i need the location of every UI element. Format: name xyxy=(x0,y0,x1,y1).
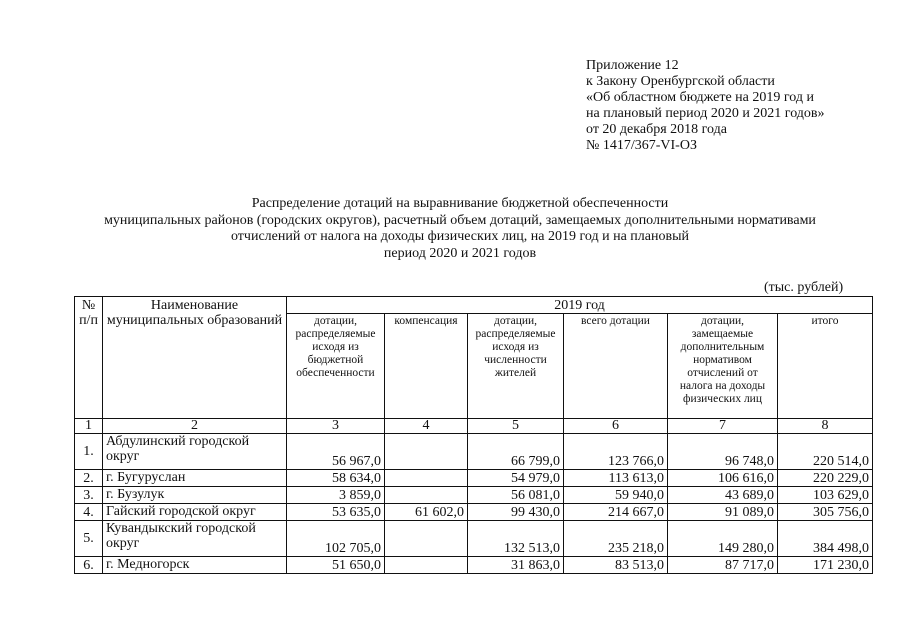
column-number: 1 xyxy=(75,419,103,434)
table-row xyxy=(75,504,873,521)
header-col4: компенсация xyxy=(385,314,468,419)
municipality-name: Гайский городской округ xyxy=(103,504,287,521)
municipality-name: Кувандыкский городской округ xyxy=(103,521,287,557)
title-line: период 2020 и 2021 годов xyxy=(383,245,537,261)
cell-col4 xyxy=(385,470,468,487)
cell-col3: 51 650,0 xyxy=(287,557,385,574)
municipality-name: г. Бузулук xyxy=(103,487,287,504)
table-row xyxy=(75,557,873,574)
cell-col4: 61 602,0 xyxy=(385,504,468,521)
cell-col6: 59 940,0 xyxy=(564,487,668,504)
header-col5: дотации, распределяемые исходя из численности жителей xyxy=(468,314,564,419)
table-row xyxy=(75,487,873,504)
cell-col8: 305 756,0 xyxy=(778,504,873,521)
header-col8: итого xyxy=(778,314,873,419)
cell-col5: 56 081,0 xyxy=(468,487,564,504)
appendix-line: к Закону Оренбургской области xyxy=(586,74,775,89)
row-number: 4. xyxy=(75,504,103,521)
table-row xyxy=(75,521,873,557)
column-number: 4 xyxy=(385,419,468,434)
cell-col8: 384 498,0 xyxy=(778,521,873,557)
appendix-line: № 1417/367-VI-ОЗ xyxy=(586,138,697,153)
column-number-row xyxy=(75,419,873,434)
title-line: муниципальных районов (городских округов), расчетный объем дотаций, замещаемых дополнительными нормативами xyxy=(104,212,816,228)
header-year: 2019 год xyxy=(287,297,873,314)
cell-col7: 96 748,0 xyxy=(668,434,778,470)
column-number: 3 xyxy=(287,419,385,434)
municipality-name: г. Медногорск xyxy=(103,557,287,574)
row-number: 5. xyxy=(75,521,103,557)
cell-col6: 123 766,0 xyxy=(564,434,668,470)
column-number: 6 xyxy=(564,419,668,434)
appendix-line: «Об областном бюджете на 2019 год и xyxy=(586,90,814,105)
row-number: 1. xyxy=(75,434,103,470)
appendix-reference xyxy=(586,58,825,154)
cell-col3: 102 705,0 xyxy=(287,521,385,557)
cell-col7: 149 280,0 xyxy=(668,521,778,557)
cell-col8: 103 629,0 xyxy=(778,487,873,504)
column-number: 2 xyxy=(103,419,287,434)
document-title xyxy=(40,196,880,262)
title-line: отчислений от налога на доходы физических лиц, на 2019 год и на плановый xyxy=(230,229,689,244)
cell-col8: 171 230,0 xyxy=(778,557,873,574)
cell-col5: 54 979,0 xyxy=(468,470,564,487)
column-number: 8 xyxy=(778,419,873,434)
appendix-line: от 20 декабря 2018 года xyxy=(586,122,727,137)
cell-col3: 56 967,0 xyxy=(287,434,385,470)
cell-col7: 43 689,0 xyxy=(668,487,778,504)
cell-col5: 31 863,0 xyxy=(468,557,564,574)
cell-col6: 214 667,0 xyxy=(564,504,668,521)
units-label: (тыс. рублей) xyxy=(764,280,844,295)
cell-col6: 113 613,0 xyxy=(564,470,668,487)
column-number: 5 xyxy=(468,419,564,434)
header-col6: всего дотации xyxy=(564,314,668,419)
cell-col4 xyxy=(385,434,468,470)
row-number: 6. xyxy=(75,557,103,574)
header-col7: дотации, замещаемые дополнительным нормативом отчислений от налога на доходы физических лиц xyxy=(668,314,778,419)
table-row xyxy=(75,434,873,470)
cell-col4 xyxy=(385,557,468,574)
column-number: 7 xyxy=(668,419,778,434)
cell-col8: 220 229,0 xyxy=(778,470,873,487)
cell-col7: 87 717,0 xyxy=(668,557,778,574)
header-municipality: Наименование муниципальных образований xyxy=(103,297,287,419)
appendix-line: Приложение 12 xyxy=(586,58,679,73)
subsidies-table xyxy=(74,296,873,574)
municipality-name: г. Бугуруслан xyxy=(103,470,287,487)
cell-col3: 53 635,0 xyxy=(287,504,385,521)
cell-col7: 91 089,0 xyxy=(668,504,778,521)
cell-col8: 220 514,0 xyxy=(778,434,873,470)
row-number: 3. xyxy=(75,487,103,504)
cell-col5: 132 513,0 xyxy=(468,521,564,557)
municipality-name: Абдулинский городской округ xyxy=(103,434,287,470)
cell-col5: 66 799,0 xyxy=(468,434,564,470)
cell-col6: 235 218,0 xyxy=(564,521,668,557)
header-col3: дотации, распределяемые исходя из бюджетной обеспеченности xyxy=(287,314,385,419)
cell-col7: 106 616,0 xyxy=(668,470,778,487)
cell-col3: 58 634,0 xyxy=(287,470,385,487)
header-number: № п/п xyxy=(75,297,103,419)
title-line: Распределение дотаций на выравнивание бюджетной обеспеченности xyxy=(251,196,669,211)
cell-col6: 83 513,0 xyxy=(564,557,668,574)
cell-col4 xyxy=(385,521,468,557)
cell-col4 xyxy=(385,487,468,504)
cell-col5: 99 430,0 xyxy=(468,504,564,521)
appendix-line: на плановый период 2020 и 2021 годов» xyxy=(586,106,825,121)
cell-col3: 3 859,0 xyxy=(287,487,385,504)
row-number: 2. xyxy=(75,470,103,487)
table-row xyxy=(75,470,873,487)
